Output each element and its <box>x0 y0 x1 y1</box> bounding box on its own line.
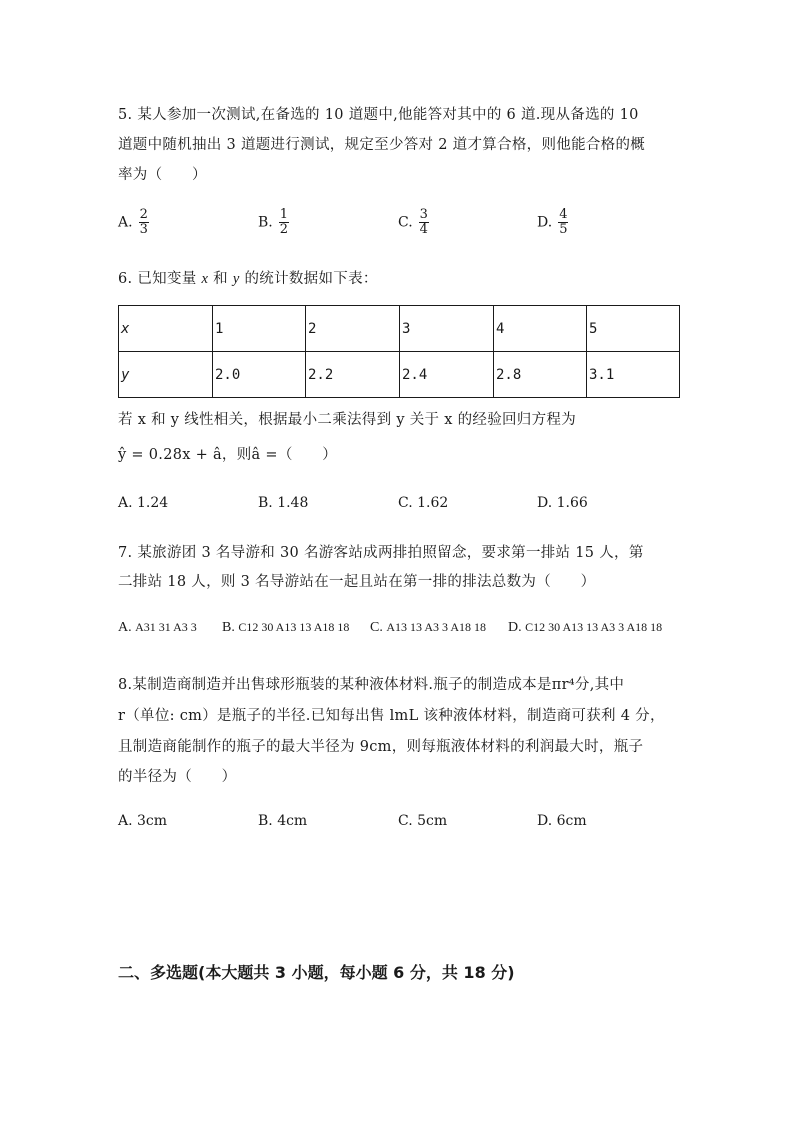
q7-option-c[interactable] <box>370 620 486 636</box>
q6-option-c[interactable]: C. 1.62 <box>398 495 449 511</box>
table-row <box>119 352 680 398</box>
q5-option-a[interactable] <box>118 208 149 237</box>
q6-option-b[interactable]: B. 1.48 <box>258 495 309 511</box>
option-label: C. <box>398 214 413 231</box>
q5-option-c[interactable] <box>398 208 429 237</box>
section-heading: 二、多选题(本大题共 3 小题，每小题 6 分，共 18 分) <box>118 963 515 982</box>
table-cell: y <box>119 352 213 398</box>
q7-line-2: 二排站 18 人，则 3 名导游站在一起且站在第一排的排法总数为（ ） <box>118 574 596 590</box>
q5-option-d[interactable] <box>537 208 568 237</box>
table-cell: 2 <box>306 306 400 352</box>
fraction: $\frac{4}{5}$ <box>559 207 568 237</box>
table-row <box>119 306 680 352</box>
permutation-expression: A31 31 A3 3 <box>135 620 197 634</box>
permutation-expression: C12 30 A13 13 A3 3 A18 18 <box>525 620 663 634</box>
q8-line-4: 的半径为（ ） <box>118 769 237 785</box>
q7-line-1: 7. 某旅游团 3 名导游和 30 名游客站成两排拍照留念，要求第一排站 15 人，第 <box>118 545 644 561</box>
q5-option-b[interactable] <box>258 208 289 237</box>
table-cell: 2.0 <box>213 352 306 398</box>
table-cell: 2.2 <box>306 352 400 398</box>
table-cell: 5 <box>587 306 680 352</box>
option-label: A. <box>118 214 133 231</box>
q8-line-2: r（单位: cm）是瓶子的半径.已知每出售 lmL 该种液体材料，制造商可获利 4 分， <box>118 708 665 724</box>
table-cell: 2.8 <box>494 352 587 398</box>
option-label: D. <box>508 620 522 635</box>
q6-stem: 6. 已知变量 x 和 y 的统计数据如下表： <box>118 271 378 287</box>
q8-line-1: 8.某制造商制造并出售球形瓶装的某种液体材料.瓶子的制造成本是πr⁴分,其中 <box>118 677 625 693</box>
q7-option-d[interactable] <box>508 620 662 636</box>
fraction: $\frac{3}{4}$ <box>419 207 428 237</box>
q7-option-a[interactable] <box>118 620 197 636</box>
option-label: D. <box>537 214 553 231</box>
q8-line-3: 且制造商能制作的瓶子的最大半径为 9cm，则每瓶液体材料的利润最大时，瓶子 <box>118 739 644 755</box>
table-cell: 2.4 <box>400 352 494 398</box>
option-label: B. <box>222 620 235 635</box>
q8-option-b[interactable]: B. 4cm <box>258 813 308 829</box>
table-cell: 3 <box>400 306 494 352</box>
permutation-expression: A13 13 A3 3 A18 18 <box>386 620 487 634</box>
table-cell: 1 <box>213 306 306 352</box>
fraction: $\frac{1}{2}$ <box>279 207 289 237</box>
q8-option-d[interactable]: D. 6cm <box>537 813 587 829</box>
q6-option-a[interactable]: A. 1.24 <box>118 495 169 511</box>
q7-option-b[interactable] <box>222 620 349 636</box>
statistics-table <box>118 305 680 398</box>
q5-line-2: 道题中随机抽出 3 道题进行测试，规定至少答对 2 道才算合格，则他能合格的概 <box>118 137 646 153</box>
table-cell: x <box>119 306 213 352</box>
q8-option-a[interactable]: A. 3cm <box>118 813 168 829</box>
fraction: $\frac{2}{3}$ <box>139 207 148 237</box>
option-label: B. <box>258 214 273 231</box>
option-label: A. <box>118 620 132 635</box>
permutation-expression: C12 30 A13 13 A18 18 <box>238 620 350 634</box>
table-cell: 4 <box>494 306 587 352</box>
table-cell: 3.1 <box>587 352 680 398</box>
q5-line-3: 率为（ ） <box>118 167 207 183</box>
option-label: C. <box>370 620 383 635</box>
q6-option-d[interactable]: D. 1.66 <box>537 495 588 511</box>
q6-equation: ŷ = 0.28x + â，则â =（ ） <box>118 447 338 463</box>
q6-after-table: 若 x 和 y 线性相关，根据最小二乘法得到 y 关于 x 的经验回归方程为 <box>118 412 577 428</box>
q8-option-c[interactable]: C. 5cm <box>398 813 448 829</box>
q5-line-1: 5. 某人参加一次测试,在备选的 10 道题中,他能答对其中的 6 道.现从备选的 10 <box>118 107 639 123</box>
